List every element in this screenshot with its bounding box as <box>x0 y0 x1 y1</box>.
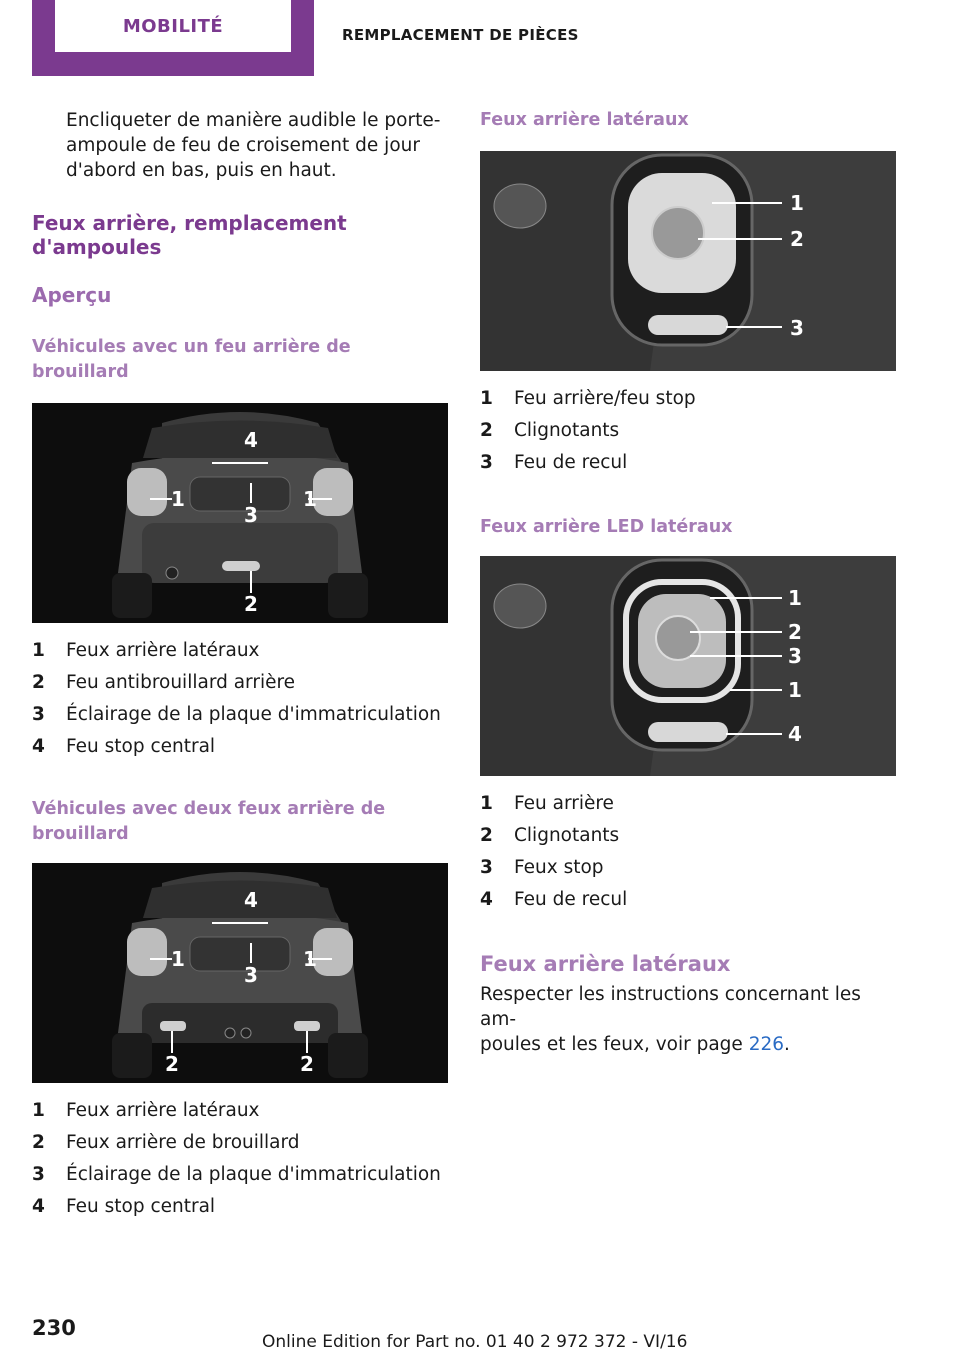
legend-number: 4 <box>32 736 45 757</box>
left-column <box>32 108 448 1223</box>
legend-text: Feu stop central <box>66 736 216 757</box>
legend-text: Clignotants <box>514 420 620 441</box>
callout-label: 1 <box>171 947 185 971</box>
legend-text: Feux arrière latéraux <box>66 1100 260 1121</box>
legend-text: Feux arrière latéraux <box>66 640 260 661</box>
legend-number: 3 <box>480 857 493 878</box>
legend-text: Feu de recul <box>514 889 628 910</box>
legend-text: Feu antibrouillard arrière <box>66 672 296 693</box>
callout-label: 3 <box>244 963 258 987</box>
legend-item <box>480 415 896 447</box>
info-line: poules et les feux, voir page <box>480 1034 749 1055</box>
legend-side-lights <box>480 383 896 479</box>
callout-label: 1 <box>788 586 802 610</box>
chapter-label: MOBILITÉ <box>55 0 291 52</box>
info-period: . <box>784 1034 790 1055</box>
overview-heading: Aperçu <box>32 283 112 307</box>
section-heading-side-lights-info: Feux arrière latéraux <box>480 952 731 976</box>
callout-label: 3 <box>788 644 802 668</box>
legend-item <box>32 635 448 667</box>
section-heading-side-lights: Feux arrière latéraux <box>480 110 689 130</box>
section-label: REMPLACEMENT DE PIÈCES <box>342 26 579 44</box>
legend-text: Éclairage de la plaque d'immatriculation <box>66 704 441 725</box>
intro-paragraph <box>32 108 448 183</box>
legend-one-fog <box>32 635 448 763</box>
legend-text: Éclairage de la plaque d'immatriculation <box>66 1164 441 1185</box>
intro-line: Encliqueter de manière audible le porte‐ <box>66 110 441 131</box>
legend-text: Feux stop <box>514 857 604 878</box>
chapter-heading: Feux arrière, remplacement d'ampoules <box>32 211 347 259</box>
legend-item <box>32 699 448 731</box>
section-heading-led-lights: Feux arrière LED latéraux <box>480 517 733 537</box>
led-taillight-illustration <box>480 556 896 776</box>
callout-label: 1 <box>303 487 317 511</box>
legend-text: Feu de recul <box>514 452 628 473</box>
legend-two-fog <box>32 1095 448 1223</box>
legend-item <box>32 1095 448 1127</box>
callout-label: 2 <box>300 1052 314 1076</box>
heading-line: Véhicules avec deux feux arrière de <box>32 799 386 819</box>
info-paragraph <box>480 982 896 1057</box>
callout-label: 3 <box>244 503 258 527</box>
callout-label: 4 <box>788 722 802 746</box>
rear-car-illustration <box>32 403 448 623</box>
callout-label: 2 <box>165 1052 179 1076</box>
callout-label: 2 <box>244 592 258 616</box>
legend-number: 2 <box>480 825 493 846</box>
legend-item <box>32 1159 448 1191</box>
section-heading-one-fog: Véhicules avec un feu arrière de brouillard <box>32 337 351 382</box>
legend-text: Clignotants <box>514 825 620 846</box>
legend-text: Feu arrière <box>514 793 614 814</box>
legend-text: Feux arrière de brouillard <box>66 1132 300 1153</box>
section-heading-two-fog <box>32 797 448 847</box>
legend-number: 3 <box>480 452 493 473</box>
legend-number: 1 <box>32 640 45 661</box>
callout-label: 1 <box>790 191 804 215</box>
page-link[interactable]: 226 <box>748 1034 785 1055</box>
legend-item <box>480 820 896 852</box>
legend-item <box>32 667 448 699</box>
legend-text: Feu arrière/feu stop <box>514 388 696 409</box>
legend-item <box>32 731 448 763</box>
legend-number: 1 <box>32 1100 45 1121</box>
legend-number: 3 <box>32 704 45 725</box>
callout-label: 4 <box>244 888 258 912</box>
intro-line: ampoule de feu de croisement de jour <box>66 135 420 156</box>
legend-item <box>480 884 896 916</box>
legend-number: 3 <box>32 1164 45 1185</box>
legend-number: 2 <box>32 672 45 693</box>
callout-label: 4 <box>244 428 258 452</box>
legend-number: 1 <box>480 388 493 409</box>
legend-item <box>480 788 896 820</box>
callout-label: 1 <box>788 678 802 702</box>
callout-label: 2 <box>788 620 802 644</box>
right-column <box>480 108 896 1057</box>
legend-number: 2 <box>480 420 493 441</box>
legend-number: 4 <box>32 1196 45 1217</box>
page-number: 230 <box>32 1316 76 1340</box>
legend-item <box>480 852 896 884</box>
legend-item <box>480 383 896 415</box>
legend-text: Feu stop central <box>66 1196 216 1217</box>
callout-label: 2 <box>790 227 804 251</box>
legend-number: 4 <box>480 889 493 910</box>
edition-text: Online Edition for Part no. 01 40 2 972 372 - VI/16 <box>262 1332 688 1352</box>
header-tab <box>32 0 314 76</box>
legend-item <box>480 447 896 479</box>
callout-label: 1 <box>171 487 185 511</box>
callout-label: 3 <box>790 316 804 340</box>
side-taillight-illustration <box>480 151 896 371</box>
legend-item <box>32 1191 448 1223</box>
legend-led-lights <box>480 788 896 916</box>
callout-label: 1 <box>303 947 317 971</box>
info-line: Respecter les instructions concernant les am‐ <box>480 984 861 1030</box>
legend-item <box>32 1127 448 1159</box>
legend-number: 1 <box>480 793 493 814</box>
rear-car-two-fog-illustration <box>32 863 448 1083</box>
legend-number: 2 <box>32 1132 45 1153</box>
heading-line: brouillard <box>32 824 129 844</box>
intro-line: d'abord en bas, puis en haut. <box>66 160 337 181</box>
